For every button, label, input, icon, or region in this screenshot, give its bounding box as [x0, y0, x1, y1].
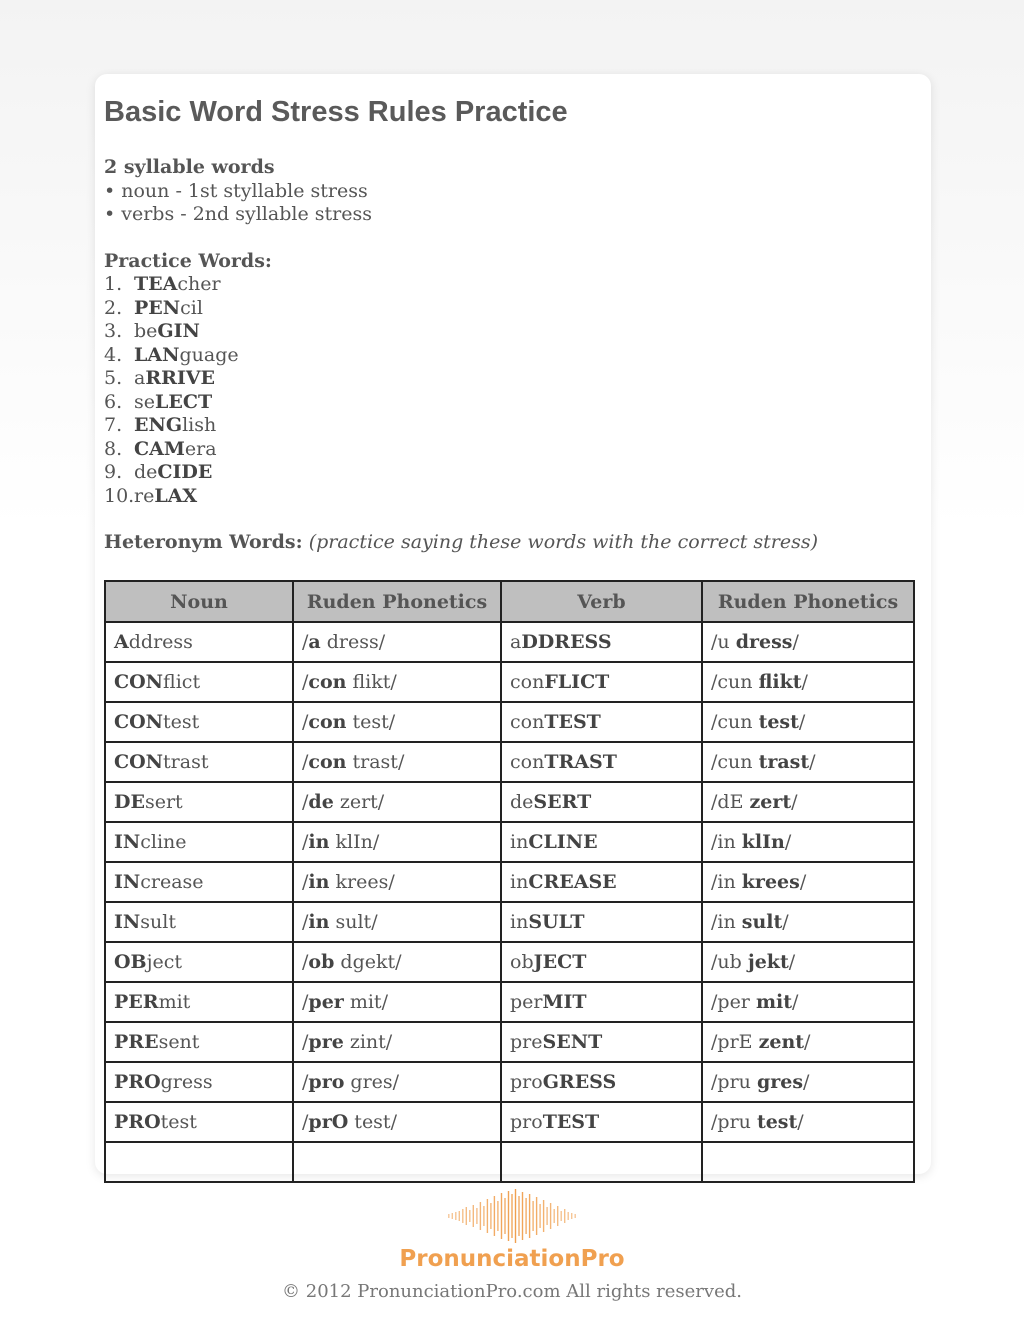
noun-cell: Address: [105, 622, 293, 662]
verb-cell: obJECT: [501, 942, 702, 982]
noun-cell: CONtest: [105, 702, 293, 742]
noun-cell: PROgress: [105, 1062, 293, 1102]
soundwave-bar: [568, 1212, 569, 1220]
table-row: [105, 782, 914, 822]
noun-phonetics-cell: /con test/: [293, 702, 501, 742]
table-row: [105, 1062, 914, 1102]
practice-word: 8. CAMera: [104, 437, 217, 460]
noun-cell: PERmit: [105, 982, 293, 1022]
table-row: [105, 902, 914, 942]
verb-phonetics-cell: /per mit/: [702, 982, 914, 1022]
header-noun: Noun: [105, 581, 293, 622]
verb-phonetics-cell: /cun flikt/: [702, 662, 914, 702]
header-verb-phonetics: Ruden Phonetics: [702, 581, 914, 622]
soundwave-bar: [501, 1193, 502, 1239]
verb-cell: proGRESS: [501, 1062, 702, 1102]
soundwave-bar: [469, 1210, 470, 1222]
noun-phonetics-cell: /ob dgekt/: [293, 942, 501, 982]
heteronym-heading: Heteronym Words: (practice saying these words with the correct stress): [104, 531, 819, 553]
verb-cell: deSERT: [501, 782, 702, 822]
table-row: [105, 662, 914, 702]
soundwave-bar: [561, 1211, 562, 1221]
soundwave-bar: [511, 1194, 512, 1238]
table-row: [105, 822, 914, 862]
soundwave-bar: [448, 1214, 449, 1218]
soundwave-bar: [550, 1203, 551, 1229]
verb-phonetics-cell: /prE zent/: [702, 1022, 914, 1062]
table-row: [105, 982, 914, 1022]
verb-cell: proTEST: [501, 1102, 702, 1142]
soundwave-bar: [575, 1214, 576, 1218]
heteronym-table: [104, 580, 915, 1183]
noun-phonetics-cell: /de zert/: [293, 782, 501, 822]
verb-cell: preSENT: [501, 1022, 702, 1062]
verb-cell: inSULT: [501, 902, 702, 942]
table-row-empty: [105, 1142, 914, 1182]
verb-phonetics-cell: /pru test/: [702, 1102, 914, 1142]
verb-cell: inCREASE: [501, 862, 702, 902]
soundwave-bar: [504, 1198, 505, 1234]
practice-list: [104, 273, 916, 508]
soundwave-bar: [466, 1207, 467, 1225]
verb-phonetics-cell: /pru gres/: [702, 1062, 914, 1102]
noun-phonetics-cell: /in sult/: [293, 902, 501, 942]
table-body: [105, 622, 914, 1182]
header-verb: Verb: [501, 581, 702, 622]
soundwave-bar: [571, 1213, 572, 1219]
noun-cell: OBject: [105, 942, 293, 982]
rules-heading: 2 syllable words: [104, 156, 275, 178]
soundwave-bar: [480, 1202, 481, 1230]
soundwave-bar: [554, 1209, 555, 1223]
verb-phonetics-cell: /dE zert/: [702, 782, 914, 822]
table-row: [105, 622, 914, 662]
noun-cell: INcrease: [105, 862, 293, 902]
practice-word: 7. ENGlish: [104, 414, 217, 436]
copyright: © 2012 PronunciationPro.com All rights reserved.: [282, 1281, 742, 1302]
practice-word: 10. reLAX: [104, 484, 198, 507]
soundwave-bar: [490, 1203, 491, 1229]
soundwave-bar: [455, 1212, 456, 1220]
soundwave-bar: [494, 1196, 495, 1236]
practice-heading: Practice Words:: [104, 249, 272, 272]
noun-phonetics-cell: /per mit/: [293, 982, 501, 1022]
table-row: [105, 862, 914, 902]
brand-logo: [0, 1188, 1024, 1272]
table-row: [105, 742, 914, 782]
verb-cell: aDDRESS: [501, 622, 702, 662]
noun-cell: DEsert: [105, 782, 293, 822]
table-header-row: [105, 581, 914, 622]
practice-word: 5. aRRIVE: [104, 367, 216, 389]
soundwave-bar: [546, 1207, 547, 1225]
table-row: [105, 702, 914, 742]
soundwave-bar: [543, 1200, 544, 1232]
table-row: [105, 1102, 914, 1142]
soundwave-bar: [483, 1206, 484, 1226]
table-row: [105, 942, 914, 982]
soundwave-bar: [515, 1189, 516, 1243]
soundwave-bar: [536, 1197, 537, 1235]
soundwave-bar: [487, 1199, 488, 1233]
verb-phonetics-cell: /in klIn/: [702, 822, 914, 862]
soundwave-bar: [518, 1196, 519, 1236]
verb-cell: conFLICT: [501, 662, 702, 702]
verb-cell: conTEST: [501, 702, 702, 742]
content: [104, 156, 916, 555]
noun-phonetics-cell: /prO test/: [293, 1102, 501, 1142]
practice-word: 1. TEAcher: [104, 273, 221, 295]
verb-phonetics-cell: /cun test/: [702, 702, 914, 742]
rule-item: • verbs - 2nd syllable stress: [104, 203, 372, 225]
verb-cell: perMIT: [501, 982, 702, 1022]
soundwave-bar: [539, 1204, 540, 1228]
soundwave-bar: [497, 1201, 498, 1231]
practice-word: 9. deCIDE: [104, 461, 213, 483]
practice-word: 3. beGIN: [104, 320, 200, 342]
noun-phonetics-cell: /pro gres/: [293, 1062, 501, 1102]
soundwave-bar: [459, 1211, 460, 1221]
noun-cell: CONtrast: [105, 742, 293, 782]
rule-item: • noun - 1st styllable stress: [104, 179, 368, 202]
soundwave-bar: [529, 1194, 530, 1238]
practice-word: 2. PENcil: [104, 296, 203, 319]
soundwave-bar: [476, 1208, 477, 1224]
noun-phonetics-cell: /con trast/: [293, 742, 501, 782]
soundwave-icon: [447, 1188, 577, 1244]
noun-phonetics-cell: /con flikt/: [293, 662, 501, 702]
page-title: Basic Word Stress Rules Practice: [104, 96, 568, 128]
practice-word: 6. seLECT: [104, 390, 213, 413]
verb-phonetics-cell: /u dress/: [702, 622, 914, 662]
noun-cell: PREsent: [105, 1022, 293, 1062]
verb-cell: conTRAST: [501, 742, 702, 782]
verb-phonetics-cell: /in sult/: [702, 902, 914, 942]
soundwave-bar: [473, 1205, 474, 1227]
noun-phonetics-cell: /in krees/: [293, 862, 501, 902]
soundwave-bar: [557, 1206, 558, 1226]
noun-phonetics-cell: /in klIn/: [293, 822, 501, 862]
verb-cell: inCLINE: [501, 822, 702, 862]
soundwave-bar: [508, 1191, 509, 1241]
soundwave-bar: [452, 1213, 453, 1219]
noun-cell: CONflict: [105, 662, 293, 702]
verb-phonetics-cell: /in krees/: [702, 862, 914, 902]
soundwave-bar: [564, 1209, 565, 1223]
table-row: [105, 1022, 914, 1062]
noun-cell: INcline: [105, 822, 293, 862]
soundwave-bar: [522, 1192, 523, 1240]
noun-phonetics-cell: /pre zint/: [293, 1022, 501, 1062]
verb-phonetics-cell: /cun trast/: [702, 742, 914, 782]
practice-word: 4. LANguage: [104, 343, 239, 366]
soundwave-bar: [462, 1209, 463, 1223]
soundwave-bar: [532, 1201, 533, 1231]
noun-phonetics-cell: /a dress/: [293, 622, 501, 662]
soundwave-bar: [525, 1198, 526, 1234]
verb-phonetics-cell: /ub jekt/: [702, 942, 914, 982]
noun-cell: INsult: [105, 902, 293, 942]
brand-name: PronunciationPro: [399, 1246, 625, 1272]
noun-cell: PROtest: [105, 1102, 293, 1142]
header-noun-phonetics: Ruden Phonetics: [293, 581, 501, 622]
